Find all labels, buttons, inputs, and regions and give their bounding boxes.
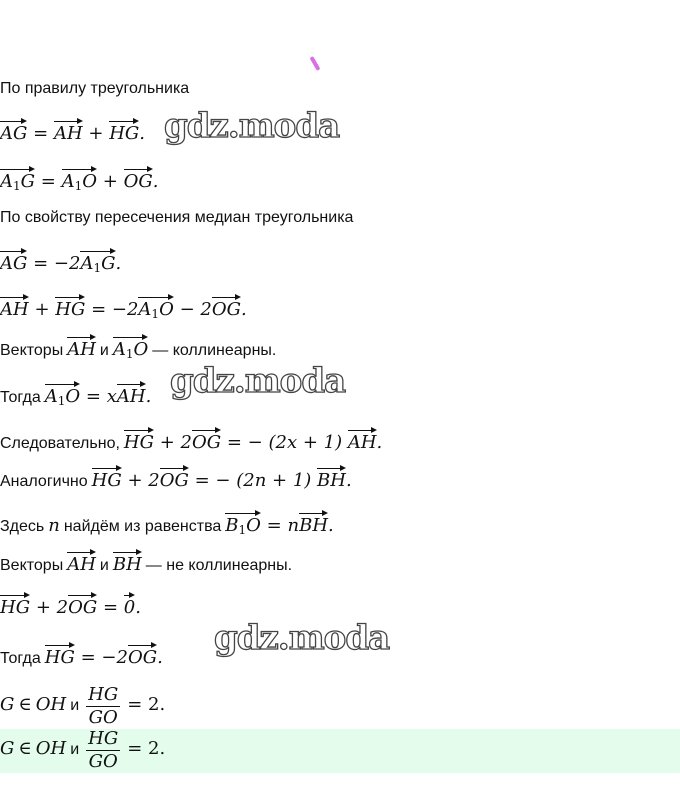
find-label: найдём из равенства: [63, 518, 222, 535]
equation-ag: AG = AH + HG.: [0, 119, 145, 143]
consequently-label: Следовательно,: [0, 435, 120, 452]
and-label-4: и: [70, 740, 80, 758]
equation-ag-ratio: AG = $-2A_1G$.: [0, 249, 121, 274]
text-result: G ∈ OH и $\frac{HG}{GO}$ = 2.: [0, 684, 166, 728]
and-label-3: и: [70, 696, 80, 714]
similarly-label: Аналогично: [0, 473, 88, 490]
text-median-property: По свойству пересечения медиан треугольника: [0, 209, 354, 226]
text-answer: G ∈ OH и $\frac{HG}{GO}$ = 2.: [0, 728, 166, 772]
then-label: Тогда: [0, 389, 41, 406]
and-label: и: [99, 342, 109, 359]
watermark-logo-3: gdz.moda: [214, 618, 390, 658]
watermark-logo: gdz.moda: [164, 106, 340, 146]
text-not-collinear: Векторы AH и BH — не коллинеарны.: [0, 550, 292, 574]
text-consequently: Следовательно, HG + 2OG = − (2x + 1) AH.: [0, 428, 382, 452]
text-then-x: Тогда $A_1O$ = xAH.: [0, 382, 151, 407]
text-collinear: Векторы AH и $A_1O$ — коллинеарны.: [0, 335, 276, 360]
text-then-hg: Тогда HG = −2OG.: [0, 643, 163, 667]
not-collinear-label: — не коллинеарны.: [145, 557, 293, 574]
and-label-2: и: [99, 557, 109, 574]
equation-sum: AH + HG = $-2A_1O - 2OG$.: [0, 295, 247, 320]
equation-zero: HG + 2OG = 0.: [0, 593, 141, 617]
pink-mark-icon: [310, 56, 321, 71]
equation-a1g: $A_1G = A_1O$ + OG.: [0, 167, 158, 192]
text-rule-triangle: По правилу треугольника: [0, 80, 190, 97]
vectors-label-2: Векторы: [0, 557, 64, 574]
then-label-2: Тогда: [0, 650, 41, 667]
text-similarly: Аналогично HG + 2OG = − (2n + 1) BH.: [0, 466, 352, 490]
vectors-label: Векторы: [0, 342, 64, 359]
text-here-n: Здесь n найдём из равенства $B_1O$ = nBH.: [0, 511, 334, 536]
watermark-logo-2: gdz.moda: [170, 361, 346, 401]
here-label: Здесь: [0, 518, 45, 535]
collinear-label: — коллинеарны.: [152, 342, 277, 359]
